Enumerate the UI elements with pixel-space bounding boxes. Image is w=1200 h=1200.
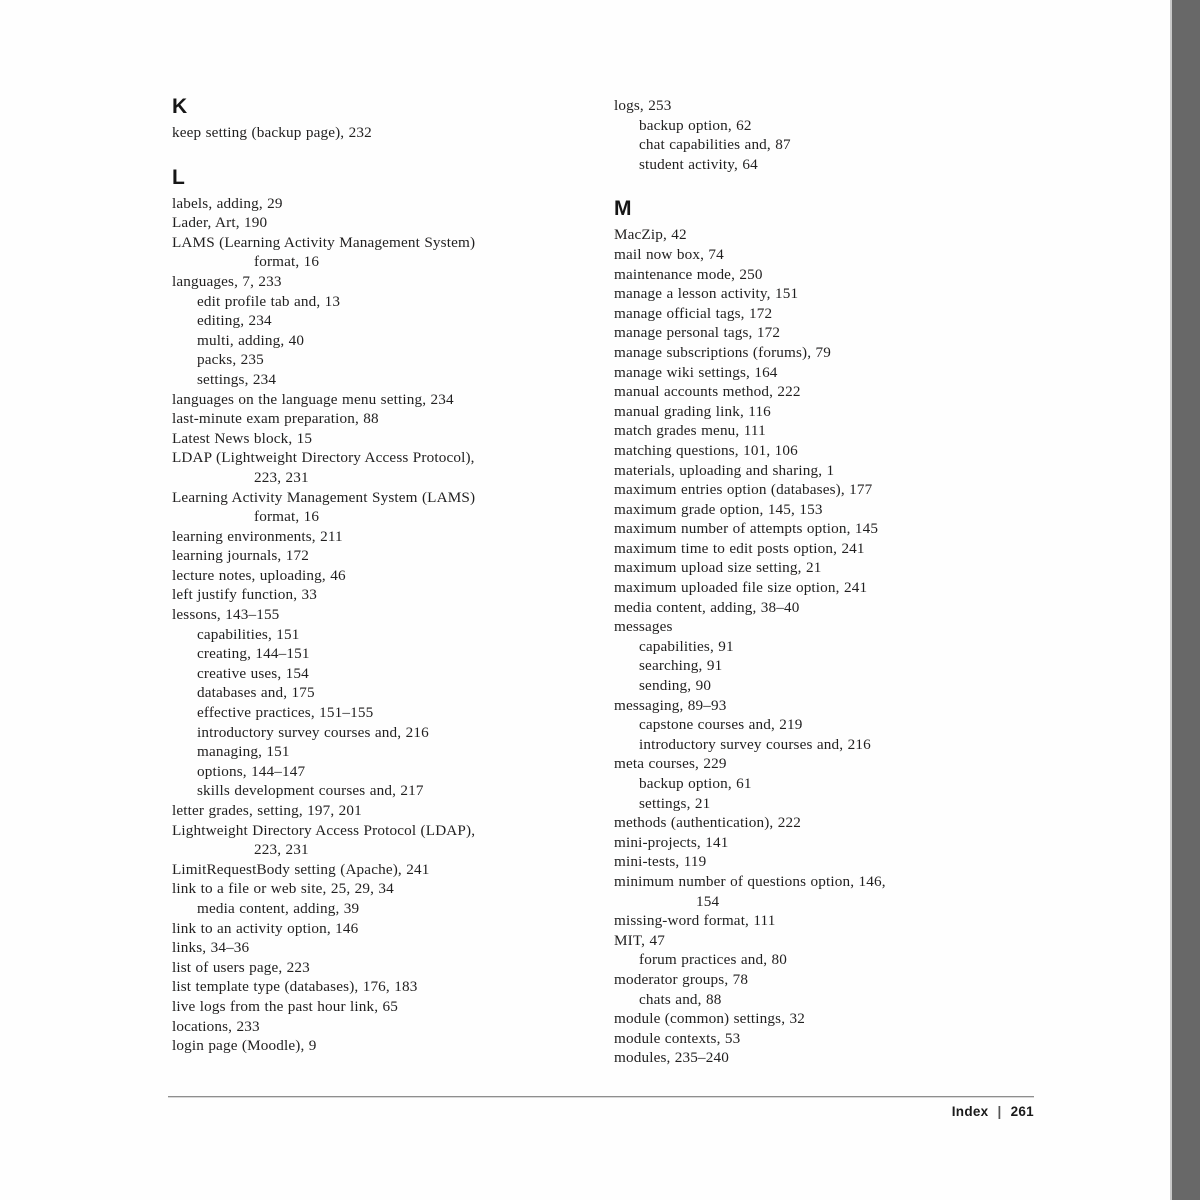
footer-divider-rule: [168, 1096, 1034, 1098]
index-entry: missing-word format, 111: [614, 912, 776, 930]
index-entry: Learning Activity Management System (LAMS): [172, 488, 476, 506]
index-entry: meta courses, 229: [614, 755, 727, 773]
index-entry: link to a file or web site, 25, 29, 34: [172, 880, 394, 898]
index-entry: lessons, 143–155: [172, 606, 280, 624]
index-entry: module (common) settings, 32: [614, 1010, 806, 1028]
index-block-gap: [614, 174, 1052, 198]
index-subentry: student activity, 64: [639, 155, 758, 173]
index-entry: keep setting (backup page), 232: [172, 124, 372, 141]
index-subentry: introductory survey courses and, 216: [197, 723, 429, 741]
index-entry: materials, uploading and sharing, 1: [614, 461, 835, 479]
page-edge-band: [1170, 0, 1200, 1200]
index-subentry: media content, adding, 39: [197, 899, 360, 917]
index-entry: maximum grade option, 145, 153: [614, 500, 823, 518]
index-entry: matching questions, 101, 106: [614, 441, 798, 459]
index-column-left: [172, 96, 612, 1076]
index-entry: manual accounts method, 222: [614, 383, 801, 401]
index-subentry: edit profile tab and, 13: [197, 292, 341, 310]
index-entry: modules, 235–240: [614, 1049, 730, 1067]
index-entry: left justify function, 33: [172, 586, 317, 604]
index-subentry: options, 144–147: [197, 762, 306, 780]
index-subentry: introductory survey courses and, 216: [639, 735, 871, 753]
index-subentry: managing, 151: [197, 743, 290, 761]
index-subentry: effective practices, 151–155: [197, 704, 374, 722]
index-subentry: backup option, 61: [639, 775, 752, 792]
index-entry: manual grading link, 116: [614, 402, 771, 420]
footer-section-label: Index: [951, 1104, 989, 1119]
index-entry: manage personal tags, 172: [614, 324, 781, 342]
index-block-gap: [172, 143, 612, 167]
index-entry: languages on the language menu setting, 234: [172, 390, 454, 408]
index-entry: module contexts, 53: [614, 1029, 741, 1047]
index-subentry: skills development courses and, 217: [197, 782, 424, 800]
index-entry: manage subscriptions (forums), 79: [614, 343, 832, 361]
footer-page-number: 261: [1010, 1104, 1034, 1119]
index-entry: languages, 7, 233: [172, 272, 282, 290]
index-subentry: searching, 91: [639, 657, 723, 675]
index-entry: MIT, 47: [614, 931, 665, 949]
index-letter-heading: M: [614, 197, 632, 221]
index-entry: letter grades, setting, 197, 201: [172, 802, 362, 819]
index-entry: messaging, 89–93: [614, 696, 727, 714]
index-subentry: creative uses, 154: [197, 664, 309, 682]
index-entry: Latest News block, 15: [172, 429, 313, 447]
index-entry: mail now box, 74: [614, 245, 724, 263]
index-subentry: backup option, 62: [639, 116, 752, 134]
index-entry: manage official tags, 172: [614, 304, 773, 322]
page-footer: [168, 1104, 1034, 1119]
index-entry: maintenance mode, 250: [614, 265, 763, 283]
index-subentry: capstone courses and, 219: [639, 716, 803, 734]
index-entry: MacZip, 42: [614, 226, 687, 244]
index-entry: maximum entries option (databases), 177: [614, 481, 873, 499]
index-entry: login page (Moodle), 9: [172, 1037, 317, 1055]
index-entry-turnover: 223, 231: [254, 841, 309, 859]
index-subentry: packs, 235: [197, 351, 264, 369]
index-subentry: settings, 21: [639, 794, 711, 812]
index-entry: list of users page, 223: [172, 958, 310, 976]
index-entry: maximum upload size setting, 21: [614, 559, 822, 577]
index-entry: LDAP (Lightweight Directory Access Protocol),: [172, 449, 475, 467]
index-entry: match grades menu, 111: [614, 422, 766, 440]
index-letter-heading: K: [172, 95, 188, 118]
index-entry: messages: [614, 618, 673, 636]
index-entry: minimum number of questions option, 146,: [614, 872, 886, 890]
footer-separator: |: [997, 1104, 1002, 1119]
index-entry: manage a lesson activity, 151: [614, 285, 799, 303]
index-entry: mini-projects, 141: [614, 833, 729, 851]
index-column-right: [612, 96, 1052, 1076]
index-entry: link to an activity option, 146: [172, 919, 359, 937]
index-entry: live logs from the past hour link, 65: [172, 997, 399, 1015]
index-letter-heading: L: [172, 165, 186, 189]
index-entry: links, 34–36: [172, 939, 250, 957]
index-entry: manage wiki settings, 164: [614, 363, 778, 381]
index-entry: learning journals, 172: [172, 547, 309, 565]
index-entry-turnover: 154: [696, 892, 720, 910]
index-columns: [172, 96, 1052, 1076]
index-entry: LAMS (Learning Activity Management System): [172, 233, 476, 251]
index-entry: logs, 253: [614, 97, 672, 114]
index-entry: maximum time to edit posts option, 241: [614, 539, 865, 557]
index-entry: labels, adding, 29: [172, 194, 283, 212]
index-entry: locations, 233: [172, 1017, 260, 1035]
index-entry: lecture notes, uploading, 46: [172, 566, 346, 584]
index-entry: learning environments, 211: [172, 527, 343, 545]
index-subentry: editing, 234: [197, 312, 272, 330]
index-subentry: multi, adding, 40: [197, 331, 305, 349]
index-subentry: chats and, 88: [639, 990, 722, 1008]
index-entry: Lightweight Directory Access Protocol (LDAP),: [172, 821, 476, 839]
index-entry: last-minute exam preparation, 88: [172, 410, 379, 428]
index-entry: media content, adding, 38–40: [614, 598, 800, 616]
index-entry: moderator groups, 78: [614, 970, 749, 988]
index-entry: mini-tests, 119: [614, 853, 707, 871]
index-entry: Lader, Art, 190: [172, 214, 268, 232]
index-subentry: databases and, 175: [197, 684, 315, 702]
index-entry-turnover: 223, 231: [254, 468, 309, 486]
index-entry-turnover: format, 16: [254, 253, 320, 271]
index-entry: LimitRequestBody setting (Apache), 241: [172, 860, 430, 878]
index-entry: methods (authentication), 222: [614, 814, 801, 832]
index-entry: maximum uploaded file size option, 241: [614, 579, 868, 597]
index-subentry: capabilities, 151: [197, 625, 300, 643]
index-entry: maximum number of attempts option, 145: [614, 520, 879, 538]
index-entry: list template type (databases), 176, 183: [172, 978, 418, 996]
index-subentry: chat capabilities and, 87: [639, 136, 791, 154]
index-subentry: capabilities, 91: [639, 637, 734, 655]
index-subentry: forum practices and, 80: [639, 951, 788, 969]
index-subentry: settings, 234: [197, 370, 277, 388]
index-subentry: creating, 144–151: [197, 645, 310, 663]
index-entry-turnover: format, 16: [254, 508, 320, 526]
index-subentry: sending, 90: [639, 677, 712, 695]
